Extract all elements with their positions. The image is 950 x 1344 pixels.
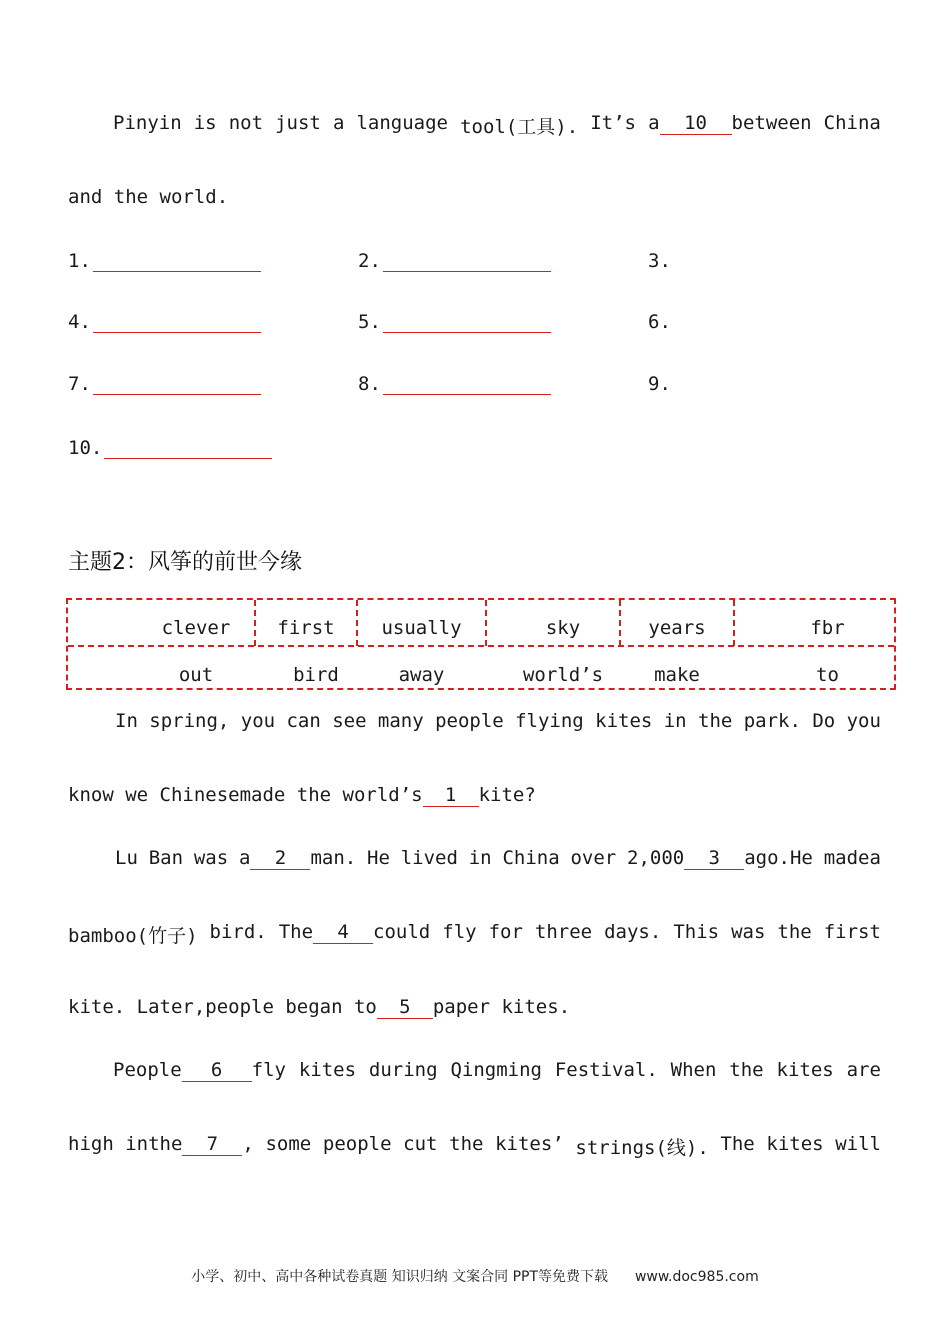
word: park.: [743, 710, 801, 732]
text-run: know we Chinesemade the world’s: [68, 784, 423, 806]
answer-8: [358, 373, 551, 395]
word: kites’: [495, 1133, 564, 1155]
word: see: [332, 710, 367, 732]
word: Qingming: [450, 1059, 542, 1081]
word-bank-row-divider: [68, 645, 894, 647]
word: the: [729, 1059, 764, 1081]
word: between: [731, 112, 812, 134]
word-bank-word: make: [654, 664, 700, 686]
p2-line2: [68, 921, 881, 948]
word: strings(线).: [575, 1137, 709, 1159]
word: People: [113, 1059, 182, 1081]
word: first: [823, 921, 881, 943]
answer-number: 8.: [358, 373, 381, 395]
word: 2,000: [627, 847, 685, 869]
word: When: [670, 1059, 717, 1081]
blank-6[interactable]: 6: [182, 1059, 252, 1082]
word: This: [673, 921, 720, 943]
word: many: [377, 710, 424, 732]
word: kites: [595, 710, 653, 732]
word: just: [275, 112, 321, 134]
answer-number: 10.: [68, 437, 103, 459]
answer-number: 3.: [648, 250, 671, 272]
word: some: [265, 1133, 312, 1155]
word-bank-word: world’s: [522, 664, 604, 686]
answer-3: [648, 250, 671, 272]
word-bank-word: years: [648, 617, 706, 639]
word: Ban: [148, 847, 184, 869]
footer-text: 小学、初中、高中各种试卷真题 知识归纳 文案合同 PPT等免费下载: [191, 1269, 609, 1285]
word: high inthe: [68, 1133, 183, 1155]
word: flying: [515, 710, 584, 732]
word: days.: [604, 921, 662, 943]
word: ago.He: [744, 847, 813, 869]
word: kites: [766, 1133, 824, 1155]
word: language: [356, 112, 448, 134]
answer-line[interactable]: [383, 312, 551, 333]
word: tool(工具).: [460, 116, 579, 138]
word: bamboo(竹子): [68, 925, 198, 947]
p3-line2: [68, 1133, 881, 1160]
word: was: [731, 921, 766, 943]
word: during: [368, 1059, 438, 1081]
word: fly: [251, 1059, 286, 1081]
blank-2[interactable]: 2: [250, 847, 310, 870]
word: was: [193, 847, 229, 869]
word: a: [238, 847, 251, 869]
p2-line3: [68, 996, 570, 1019]
word: a: [332, 112, 345, 134]
word: could: [373, 921, 431, 943]
answer-line[interactable]: [93, 251, 261, 272]
answer-2: [358, 250, 551, 272]
word-bank-word: bird: [293, 664, 339, 686]
blank-10[interactable]: 10: [660, 112, 732, 135]
word: for: [488, 921, 523, 943]
blank-1[interactable]: 1: [423, 784, 479, 807]
word: the: [777, 921, 812, 943]
footer-link[interactable]: www.doc985.com: [634, 1269, 759, 1285]
answer-number: 9.: [648, 373, 671, 395]
blank-3[interactable]: 3: [684, 847, 744, 870]
word: you: [240, 710, 276, 732]
answer-1: [68, 250, 261, 272]
word: madea: [823, 847, 881, 869]
word: kites: [776, 1059, 834, 1081]
word: Pinyin: [113, 112, 182, 134]
word: Do: [812, 710, 836, 732]
blank-group: [648, 112, 812, 139]
answer-number: 2.: [358, 250, 381, 272]
word: not: [228, 112, 264, 134]
word: Lu: [115, 847, 138, 869]
word: China: [823, 112, 881, 134]
answer-number: 5.: [358, 311, 381, 333]
word-bank-word: out: [178, 664, 214, 686]
word: you: [846, 710, 881, 732]
text-run: kite?: [478, 784, 536, 806]
answer-10: [68, 437, 272, 459]
word: man.: [310, 847, 357, 869]
page-footer: [0, 1266, 950, 1286]
word: the: [449, 1133, 484, 1155]
word: a: [648, 112, 660, 134]
word: fly: [442, 921, 477, 943]
word: He: [367, 847, 390, 869]
word: The: [278, 921, 314, 943]
p1-line2: [68, 784, 536, 807]
word: can: [286, 710, 321, 732]
word: people: [435, 710, 504, 732]
answer-4: [68, 311, 261, 333]
text-run: paper kites.: [432, 996, 571, 1018]
answer-line[interactable]: [104, 438, 272, 459]
word: bird.: [209, 921, 267, 943]
p1-line1: [115, 710, 881, 732]
word: people: [322, 1133, 392, 1155]
word: will: [835, 1133, 881, 1155]
word-bank-word: sky: [545, 617, 581, 639]
answer-line[interactable]: [93, 312, 261, 333]
p2-line1: [115, 847, 881, 870]
word: over: [570, 847, 617, 869]
blank-group: [627, 847, 813, 870]
word: ,: [242, 1133, 254, 1155]
answer-6: [648, 311, 671, 333]
word-bank-divider: [485, 600, 487, 646]
blank-group: [113, 1059, 286, 1082]
answer-7: [68, 373, 261, 395]
blank-group: [239, 847, 356, 870]
word: The: [720, 1133, 755, 1155]
word-bank-box: [66, 598, 896, 690]
word: cut: [403, 1133, 438, 1155]
word-bank-word: away: [398, 664, 445, 686]
blank-5[interactable]: 5: [377, 996, 433, 1019]
blank-group: [279, 921, 431, 948]
blank-4[interactable]: 4: [313, 921, 373, 944]
word: are: [846, 1059, 881, 1081]
word: in: [663, 710, 687, 732]
word: is: [193, 112, 217, 134]
word: It’s: [590, 112, 636, 134]
blank-group: [68, 1133, 254, 1160]
answer-number: 7.: [68, 373, 91, 395]
passage1-line1: [113, 112, 881, 139]
word: three: [534, 921, 593, 943]
word: in: [468, 847, 492, 869]
answer-9: [648, 373, 671, 395]
word: In: [115, 710, 138, 732]
answer-number: 1.: [68, 250, 91, 272]
answer-number: 6.: [648, 311, 671, 333]
section-heading: 主题2：风筝的前世今缘: [68, 550, 302, 575]
p3-line1: [113, 1059, 881, 1082]
word: the: [698, 710, 733, 732]
answer-line[interactable]: [383, 251, 551, 272]
blank-7[interactable]: 7: [182, 1133, 242, 1156]
word: lived: [400, 847, 458, 869]
word-bank-word: usually: [381, 617, 462, 639]
answer-number: 4.: [68, 311, 91, 333]
text-run: kite. Later,people began to: [68, 996, 377, 1018]
answer-5: [358, 311, 551, 333]
word-bank-word: fbr: [810, 617, 845, 639]
word: China: [502, 847, 560, 869]
word-bank-word: to: [816, 664, 839, 686]
word: kites: [298, 1059, 357, 1081]
word-bank-word: first: [277, 617, 335, 639]
passage1-line2: and the world.: [68, 186, 229, 208]
answer-line[interactable]: [383, 374, 551, 395]
word-bank-word: clever: [161, 617, 231, 639]
answer-line[interactable]: [93, 374, 261, 395]
word: spring,: [149, 710, 230, 732]
word: Festival.: [554, 1059, 658, 1081]
